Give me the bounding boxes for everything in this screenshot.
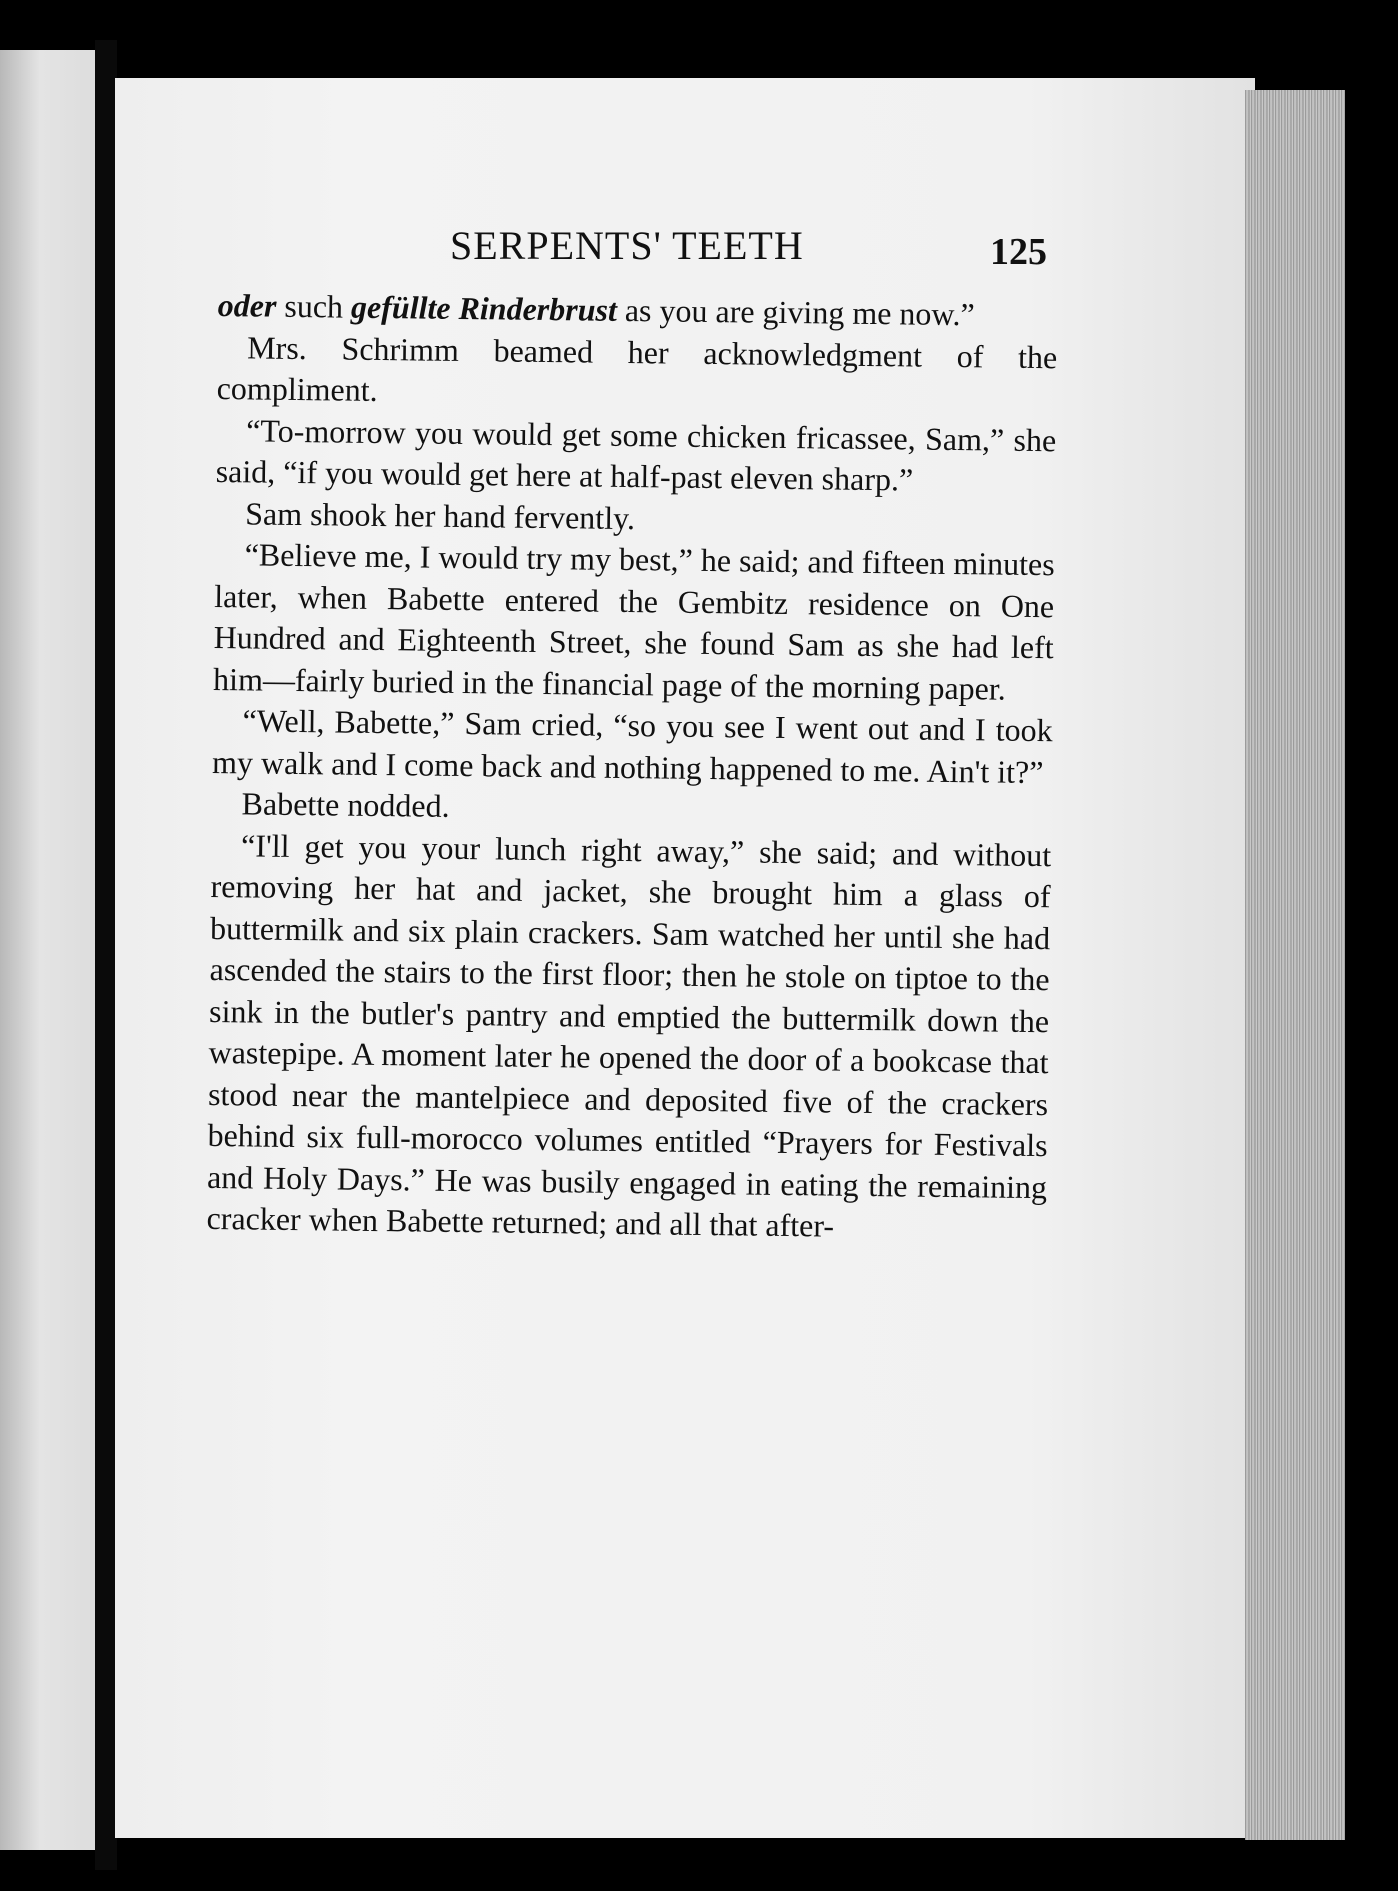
right-page-stack	[1245, 90, 1345, 1840]
body-text	[206, 285, 1058, 1250]
text-run: such	[276, 287, 352, 325]
paragraph: “Believe me, I would try my best,” he said; and fifteen minutes later, when Babette entered the Gembitz residence on One Hundred and Eighteenth Street, she found Sam as she had left him—fairly buried in the financial page of the morning paper.	[212, 536, 1055, 707]
paragraph: Babette nodded.	[241, 785, 450, 824]
paragraph: “Well, Babette,” Sam cried, “so you see I went out and I took my walk and I come back and nothing happened to me. Ain't it?”	[211, 702, 1053, 790]
paragraph: Sam shook her hand fervently.	[244, 494, 636, 536]
running-head: SERPENTS' TEETH	[450, 223, 804, 268]
paragraph: Mrs. Schrimm beamed her acknowledgment of the compliment.	[216, 328, 1058, 408]
left-page-edge	[0, 50, 100, 1850]
italic-word: oder	[217, 286, 277, 324]
text-run: as you are giving me now.”	[616, 291, 975, 333]
paragraph: “To-morrow you would get some chicken fricassee, Sam,” she said, “if you would get here at half-past eleven sharp.”	[215, 411, 1057, 498]
paragraph: “I'll get you your lunch right away,” she said; and without removing her hat and jacket, she brought him a glass of buttermilk and six plain crackers. Sam watched her until she had ascended the stairs to the first floor; then he stole on tiptoe to the sink in the butler's pantry and emptied the buttermilk down the wastepipe. A moment later he opened the door of a bookcase that stood near the mantelpiece and deposited five of the crackers behind six full-morocco volumes entitled “Prayers for Festivals and Holy Days.” He was busily engaged in eating the remaining cracker when Babette returned; and all that after-	[206, 826, 1052, 1244]
italic-phrase: gefüllte Rinderbrust	[350, 288, 618, 328]
page-number: 125	[990, 231, 1047, 273]
book-spine	[95, 40, 117, 1870]
